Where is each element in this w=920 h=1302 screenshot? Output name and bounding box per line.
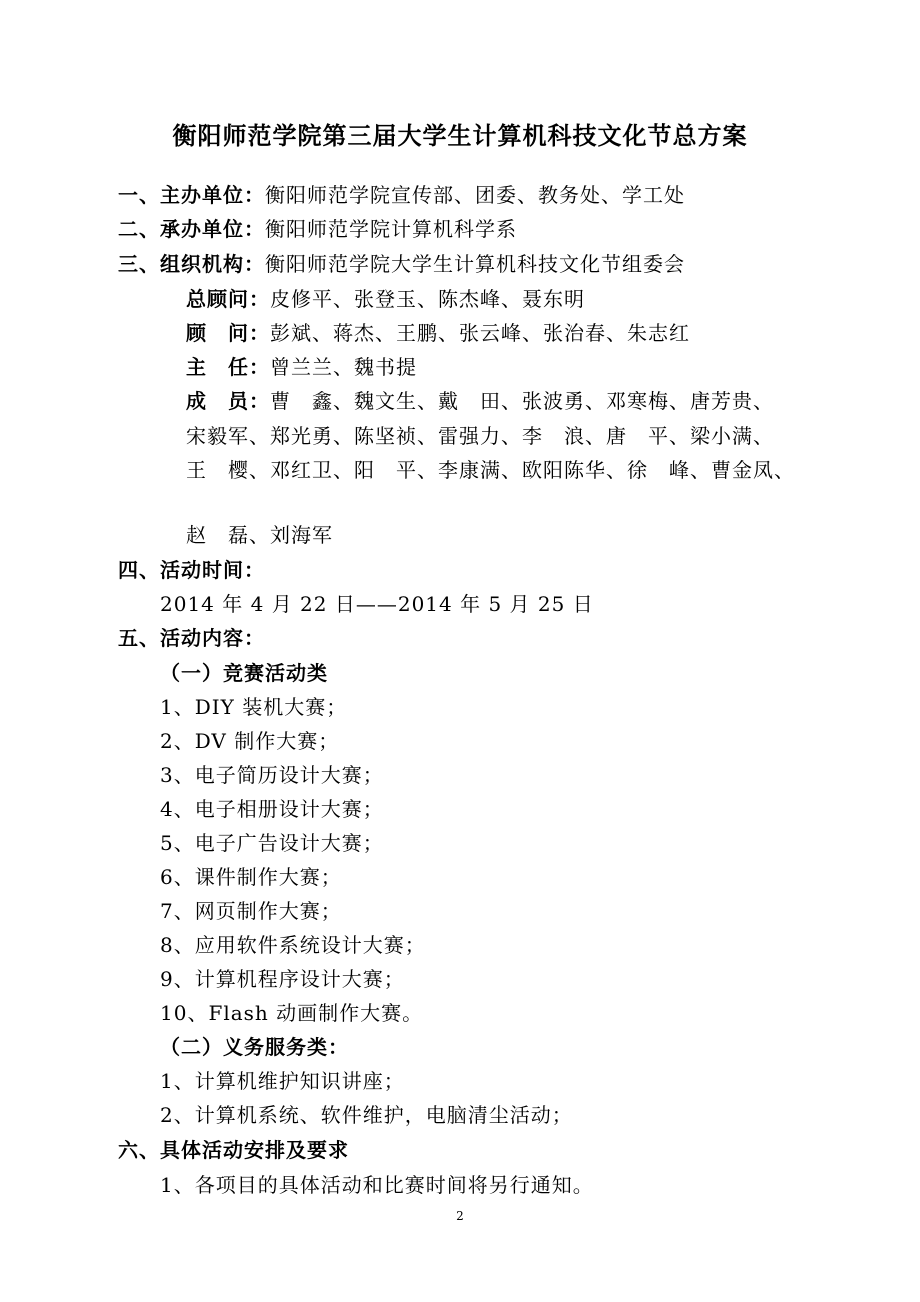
- role-names: 皮修平、张登玉、陈杰峰、聂东明: [270, 287, 585, 311]
- section-host: [118, 182, 685, 208]
- members-line: 赵 磊、刘海军: [186, 523, 333, 547]
- role-label: 顾 问：: [186, 321, 270, 345]
- advisors-line: [186, 320, 690, 346]
- section-organizer: [118, 216, 517, 242]
- list-item: 1、DIY 装机大赛；: [160, 695, 348, 719]
- section-heading: 三、组织机构：: [118, 252, 265, 276]
- list-item: 5、电子广告设计大赛；: [160, 831, 384, 855]
- document-title: 衡阳师范学院第三届大学生计算机科技文化节总方案: [172, 121, 748, 150]
- role-names: 曹 鑫、魏文生、戴 田、张波勇、邓寒梅、唐芳贵、: [270, 389, 774, 413]
- list-item: 3、电子简历设计大赛；: [160, 763, 384, 787]
- section-text: 衡阳师范学院大学生计算机科技文化节组委会: [265, 252, 685, 276]
- members-line: 王 樱、邓红卫、阳 平、李康满、欧阳陈华、徐 峰、曹金凤、: [186, 458, 795, 482]
- activity-dates: 2014 年 4 月 22 日——2014 年 5 月 25 日: [160, 592, 594, 616]
- role-names: 曾兰兰、魏书提: [270, 355, 417, 379]
- list-item: 10、Flash 动画制作大赛。: [160, 1001, 424, 1025]
- section-text: 衡阳师范学院计算机科学系: [265, 217, 517, 241]
- subsection-heading: （二）义务服务类：: [160, 1035, 349, 1059]
- members-line: 宋毅军、郑光勇、陈坚祯、雷强力、李 浪、唐 平、梁小满、: [186, 424, 774, 448]
- role-label: 成 员：: [186, 389, 270, 413]
- list-item: 2、计算机系统、软件维护，电脑清尘活动；: [160, 1103, 573, 1127]
- subsection-heading: （一）竞赛活动类: [160, 661, 328, 685]
- section-text: 衡阳师范学院宣传部、团委、教务处、学工处: [265, 183, 685, 207]
- list-item: 1、计算机维护知识讲座；: [160, 1069, 405, 1093]
- list-item: 6、课件制作大赛；: [160, 865, 342, 889]
- section-heading-arrangement: 六、具体活动安排及要求: [118, 1138, 349, 1162]
- list-item: 1、各项目的具体活动和比赛时间将另行通知。: [160, 1173, 594, 1197]
- members-line: [186, 388, 774, 414]
- section-heading-content: 五、活动内容：: [118, 626, 265, 650]
- chief-advisors-line: [186, 286, 585, 312]
- list-item: 2、DV 制作大赛；: [160, 729, 340, 753]
- role-label: 总顾问：: [186, 287, 270, 311]
- list-item: 4、电子相册设计大赛；: [160, 797, 384, 821]
- list-item: 7、网页制作大赛；: [160, 899, 342, 923]
- section-heading-time: 四、活动时间：: [118, 558, 265, 582]
- list-item: 8、应用软件系统设计大赛；: [160, 933, 426, 957]
- section-heading: 一、主办单位：: [118, 183, 265, 207]
- role-names: 彭斌、蒋杰、王鹏、张云峰、张治春、朱志红: [270, 321, 690, 345]
- section-heading: 二、承办单位：: [118, 217, 265, 241]
- section-organization: [118, 251, 685, 277]
- list-item: 9、计算机程序设计大赛；: [160, 967, 405, 991]
- page-number: 2: [456, 1209, 464, 1223]
- director-line: [186, 354, 417, 380]
- role-label: 主 任：: [186, 355, 270, 379]
